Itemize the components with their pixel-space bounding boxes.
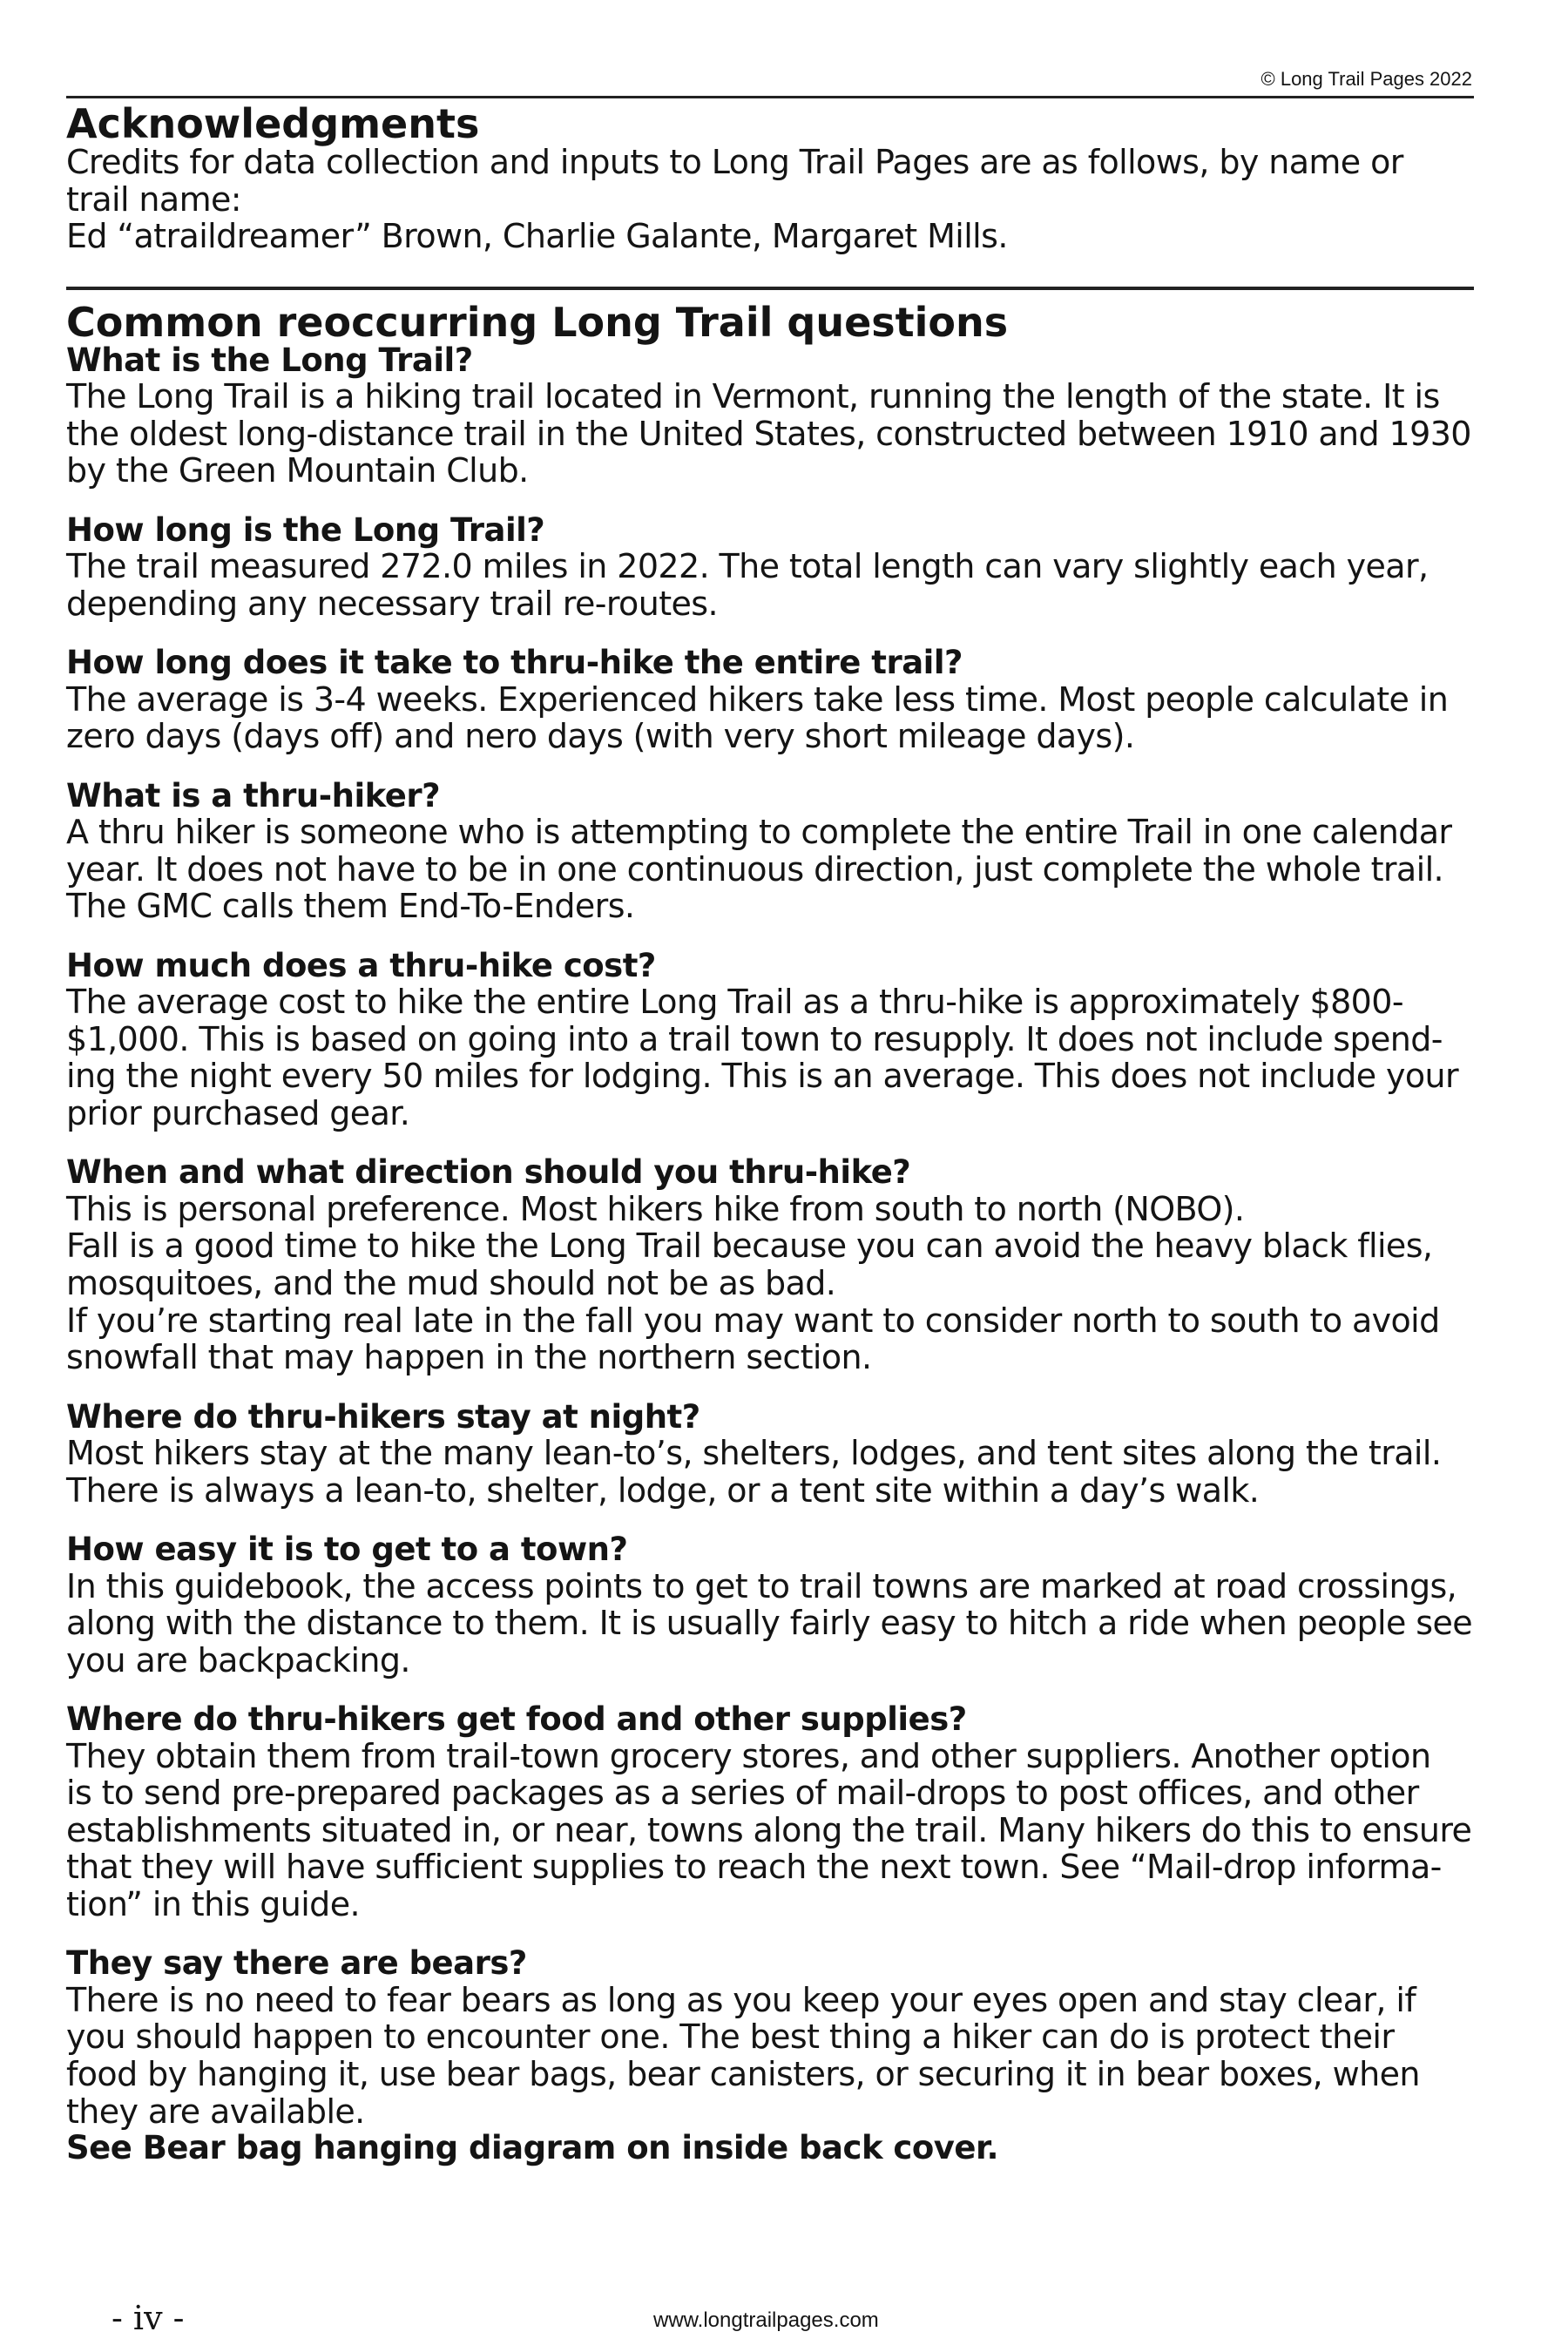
acknowledgments-text (66, 144, 1474, 255)
faq-answer (66, 1982, 1474, 2130)
faq-question: Where do thru-hikers stay at night? (66, 1397, 700, 1436)
faq-answer (66, 983, 1474, 1132)
copyright-notice: © Long Trail Pages 2022 (1260, 68, 1472, 90)
text-line: that they will have sufficient supplies to reach the next town. See “Mail-drop informa- (66, 1848, 1442, 1887)
text-line: The Long Trail is a hiking trail located in Vermont, running the length of the state. It is (66, 377, 1440, 416)
text-line: If you’re starting real late in the fall you may want to consider north to south to avoid (66, 1301, 1440, 1340)
text-line: you should happen to encounter one. The best thing a hiker can do is protect their (66, 2017, 1395, 2057)
text-line: establishments situated in, or near, towns along the trail. Many hikers do this to ensure (66, 1810, 1472, 1849)
text-line: mosquitoes, and the mud should not be as bad. (66, 1264, 836, 1303)
faq-item (66, 948, 1474, 1132)
text-line: The average cost to hike the entire Long Trail as a thru-hike is approximately $800- (66, 983, 1403, 1022)
text-line: you are backpacking. (66, 1640, 410, 1680)
faq-question: How much does a thru-hike cost? (66, 946, 656, 984)
faq-question: Where do thru-hikers get food and other supplies? (66, 1700, 967, 1739)
faq-item (66, 645, 1474, 755)
faq-question: How long does it take to thru-hike the entire trail? (66, 644, 963, 682)
faq-item (66, 1945, 1474, 2130)
text-line: tion” in this guide. (66, 1884, 360, 1923)
faq-item (66, 1531, 1474, 1679)
faq-answer (66, 548, 1474, 622)
text-line: year. It does not have to be in one continuous direction, just complete the whole trail. (66, 849, 1444, 889)
text-line: There is always a lean-to, shelter, lodge, or a tent site within a day’s walk. (66, 1470, 1260, 1510)
text-line: ing the night every 50 miles for lodging. This is an average. This does not include your (66, 1057, 1459, 1096)
page-footer (66, 2300, 1474, 2352)
faq-answer (66, 1191, 1474, 1376)
faq-item (66, 512, 1474, 623)
text-line: they are available. (66, 2092, 365, 2131)
faq-answer (66, 378, 1474, 490)
text-line: by the Green Mountain Club. (66, 451, 529, 490)
faq-item (66, 778, 1474, 925)
text-line: They obtain them from trail-town grocery stores, and other suppliers. Another option (66, 1736, 1431, 1775)
text-line: Most hikers stay at the many lean-to’s, shelters, lodges, and tent sites along the trail. (66, 1434, 1442, 1473)
header-rule (66, 96, 1474, 98)
faq-answer (66, 1435, 1474, 1509)
acknowledgments-title: Acknowledgments (66, 100, 480, 147)
text-line: is to send pre-prepared packages as a series of mail-drops to post offices, and other (66, 1774, 1419, 1813)
text-line: A thru hiker is someone who is attempting to complete the entire Trail in one calendar (66, 813, 1452, 852)
faq-answer (66, 814, 1474, 925)
faq-question: What is a thru-hiker? (66, 776, 441, 814)
text-line: food by hanging it, use bear bags, bear canisters, or securing it in bear boxes, when (66, 2054, 1420, 2093)
faq-question: How easy it is to get to a town? (66, 1531, 628, 1569)
text-line: This is personal preference. Most hikers hike from south to north (NOBO). (66, 1189, 1245, 1228)
faq-question: When and what direction should you thru-hike? (66, 1153, 911, 1192)
faq-list (66, 342, 1474, 2130)
website-url: www.longtrailpages.com (653, 2308, 879, 2332)
text-line: Credits for data collection and inputs to Long Trail Pages are as follows, by name or (66, 143, 1403, 181)
faq-section (66, 298, 1474, 2167)
faq-item (66, 1701, 1474, 1923)
text-line: The trail measured 272.0 miles in 2022. The total length can vary slightly each year, (66, 547, 1429, 586)
text-line: The GMC calls them End-To-Enders. (66, 887, 635, 926)
faq-question: They say there are bears? (66, 1944, 527, 1983)
faq-item (66, 342, 1474, 490)
text-line: In this guidebook, the access points to get to trail towns are marked at road crossings, (66, 1566, 1457, 1605)
text-line: Ed “atraildreamer” Brown, Charlie Galante, Margaret Mills. (66, 217, 1008, 256)
text-line: zero days (days off) and nero days (with very short mileage days). (66, 717, 1135, 756)
section-divider (66, 287, 1474, 290)
page-number: - iv - (112, 2299, 185, 2337)
faq-answer (66, 1568, 1474, 1680)
faq-item (66, 1154, 1474, 1375)
text-line: prior purchased gear. (66, 1093, 410, 1132)
bear-bag-note: See Bear bag hanging diagram on inside back cover. (66, 2129, 999, 2167)
faq-answer (66, 681, 1474, 755)
text-line: snowfall that may happen in the northern section. (66, 1338, 872, 1377)
acknowledgments-section (66, 100, 1474, 256)
text-line: depending any necessary trail re-routes. (66, 584, 718, 623)
text-line: There is no need to fear bears as long as you keep your eyes open and stay clear, if (66, 1980, 1416, 2019)
text-line: The average is 3-4 weeks. Experienced hikers take less time. Most people calculate in (66, 679, 1449, 719)
faq-answer (66, 1738, 1474, 1923)
faq-title: Common reoccurring Long Trail questions (66, 298, 1009, 346)
text-line: the oldest long-distance trail in the United States, constructed between 1910 and 1930 (66, 414, 1471, 453)
text-line: Fall is a good time to hike the Long Trail because you can avoid the heavy black flies, (66, 1227, 1433, 1266)
faq-item (66, 1399, 1474, 1510)
text-line: along with the distance to them. It is usually fairly easy to hitch a ride when people see (66, 1604, 1473, 1643)
faq-question: How long is the Long Trail? (66, 510, 545, 549)
document-page (66, 70, 1474, 2335)
faq-question: What is the Long Trail? (66, 341, 473, 379)
text-line: $1,000. This is based on going into a trail town to resupply. It does not include spend- (66, 1019, 1443, 1058)
text-line: trail name: (66, 179, 241, 219)
